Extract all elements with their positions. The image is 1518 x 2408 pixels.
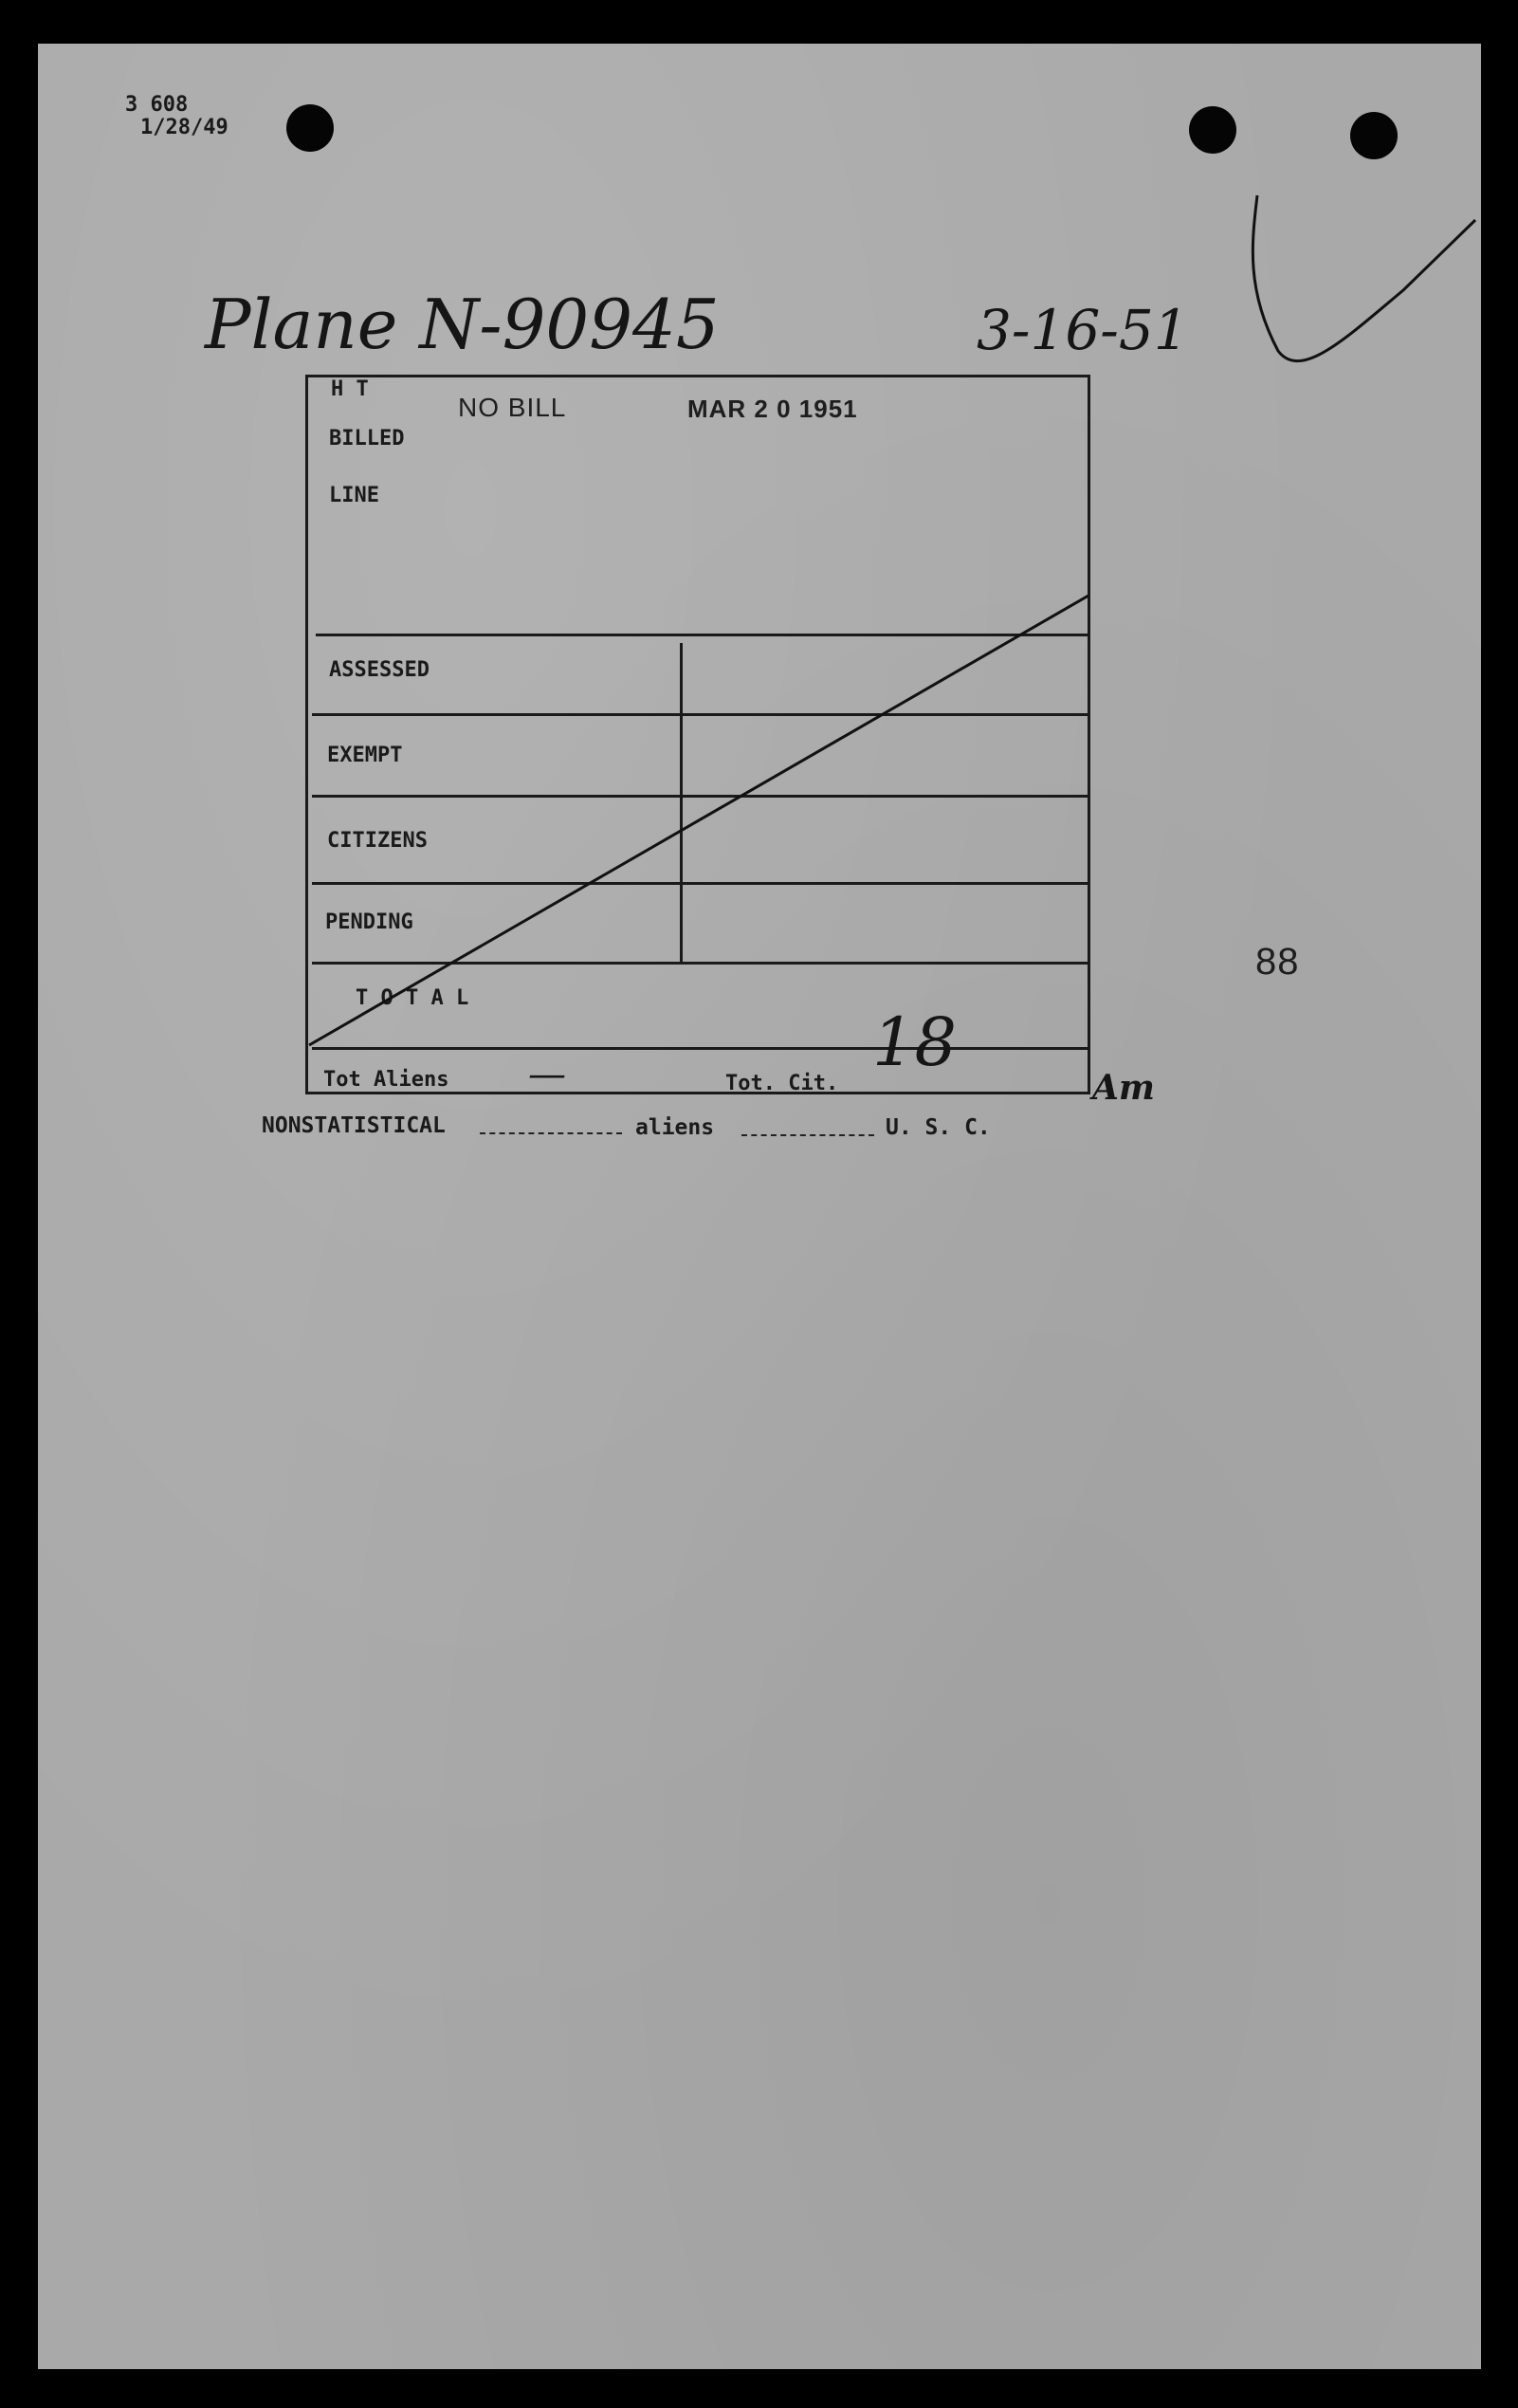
nonstatistical-label: NONSTATISTICAL xyxy=(262,1113,446,1138)
row-label-citizens: CITIZENS xyxy=(327,829,428,853)
tot-aliens-mark: — xyxy=(528,1053,566,1096)
no-bill-stamp: NO BILL xyxy=(458,393,567,422)
handwritten-date: 3-16-51 xyxy=(977,298,1189,362)
tot-cit-value: 18 xyxy=(872,1003,958,1081)
nonstatistical-leader xyxy=(480,1132,622,1134)
row-label-pending: PENDING xyxy=(325,910,413,934)
row-label-exempt: EXEMPT xyxy=(327,744,403,767)
document-page xyxy=(38,44,1481,2369)
corner-note-line2: 1/28/49 xyxy=(140,116,229,139)
stamp-date: MAR 2 0 1951 xyxy=(687,395,858,423)
tot-aliens-label: Tot Aliens xyxy=(323,1068,449,1092)
line-label: LINE xyxy=(329,484,379,507)
aliens-leader xyxy=(741,1134,874,1136)
corner-note-line1: 3 608 xyxy=(125,93,189,117)
strike-through-line xyxy=(38,44,1481,2369)
aliens-label: aliens xyxy=(635,1115,715,1140)
initials: Am xyxy=(1092,1068,1156,1108)
ht-label: H T xyxy=(331,377,369,401)
billed-label: BILLED xyxy=(329,427,405,450)
row-label-assessed: ASSESSED xyxy=(329,658,430,682)
total-label: T O T A L xyxy=(356,986,469,1010)
plane-number: Plane N-90945 xyxy=(205,285,720,364)
side-number: 88 xyxy=(1255,941,1300,983)
tot-cit-label: Tot. Cit. xyxy=(725,1072,839,1095)
usc-label: U. S. C. xyxy=(886,1115,991,1140)
